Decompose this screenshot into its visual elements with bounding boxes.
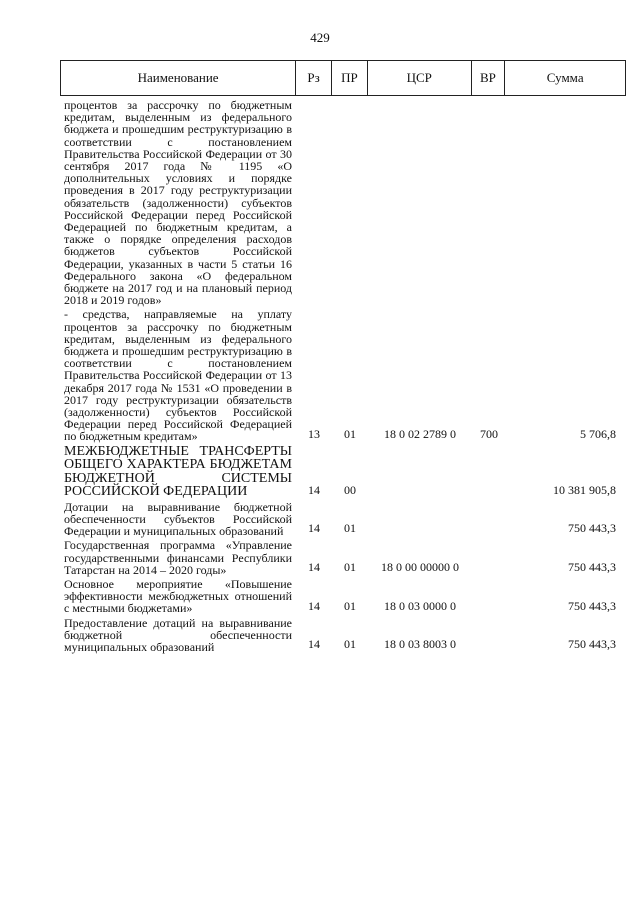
row-rz: 14 xyxy=(308,482,320,497)
row-sum: 10 381 905,8 xyxy=(553,482,616,497)
table-row xyxy=(60,97,626,306)
row-sum: 750 443,3 xyxy=(568,598,616,613)
row-pr: 01 xyxy=(344,426,356,441)
row-pr: 00 xyxy=(344,482,356,497)
row-vr xyxy=(472,97,506,306)
row-pr: 01 xyxy=(344,521,356,536)
row-vr xyxy=(472,537,506,576)
row-pr: 01 xyxy=(344,598,356,613)
header-sum: Сумма xyxy=(546,70,584,85)
row-pr: 01 xyxy=(344,637,356,652)
row-csr xyxy=(368,97,472,306)
row-vr xyxy=(472,576,506,615)
table-row xyxy=(60,499,626,538)
row-vr xyxy=(472,499,506,538)
row-rz xyxy=(296,97,332,306)
table-body xyxy=(60,97,626,653)
header-csr: ЦСР xyxy=(368,61,472,95)
row-name: Основное мероприятие «Повышение эффективности межбюджетных отношений с местными бюджетами» xyxy=(64,576,292,616)
row-sum xyxy=(506,97,626,306)
table-row xyxy=(60,306,626,442)
header-vr: ВР xyxy=(472,61,506,95)
row-csr xyxy=(368,499,472,538)
row-sum: 750 443,3 xyxy=(568,637,616,652)
row-rz: 14 xyxy=(308,521,320,536)
table-row xyxy=(60,576,626,615)
table-row xyxy=(60,537,626,576)
row-name: Дотации на выравнивание бюджетной обеспеченности субъектов Российской Федерации и муниципальных образований xyxy=(64,499,292,539)
table-row xyxy=(60,615,626,654)
page-number: 429 xyxy=(310,30,330,45)
row-csr: 18 0 03 8003 0 xyxy=(384,637,456,652)
row-rz: 14 xyxy=(308,637,320,652)
row-csr xyxy=(368,443,472,499)
header-rz: Рз xyxy=(296,61,332,95)
row-csr: 18 0 00 00000 0 xyxy=(381,559,459,574)
row-rz: 14 xyxy=(308,598,320,613)
row-vr: 700 xyxy=(480,426,498,441)
row-sum: 5 706,8 xyxy=(580,426,616,441)
header-pr: ПР xyxy=(332,61,368,95)
row-sum: 750 443,3 xyxy=(568,521,616,536)
row-name: процентов за рассрочку по бюджетным кредитам, выделенным из федерального бюджета и прошедшим реструктуризацию в соответствии с постановлением Правительства Российской Федерации от 30 сентября 2017 года № 1195 «О дополнительных условиях и порядке проведения в 2017 году реструктуризации обязательств (задолженности) субъектов Российской Федерации перед Российской Федерацией по бюджетным кредитам, а также о порядке определения расходов бюджетов субъектов Российской Федерации, указанных в части 5 статьи 16 Федерального закона «О федеральном бюджете на 2017 год и на плановый период 2018 и 2019 годов» xyxy=(64,98,292,308)
row-vr xyxy=(472,615,506,654)
row-rz: 14 xyxy=(308,559,320,574)
row-csr: 18 0 03 0000 0 xyxy=(384,598,456,613)
row-name: Государственная программа «Управление государственными финансами Республики Татарстан на 2014 – 2020 годы» xyxy=(64,538,292,577)
row-pr: 01 xyxy=(344,559,356,574)
row-rz: 13 xyxy=(308,426,320,441)
row-csr: 18 0 02 2789 0 xyxy=(384,426,456,441)
row-name: МЕЖБЮДЖЕТНЫЕ ТРАНСФЕРТЫ ОБЩЕГО ХАРАКТЕРА БЮДЖЕТАМ БЮДЖЕТНОЙ СИСТЕМЫ РОССИЙСКОЙ ФЕДЕРАЦИИ xyxy=(64,443,292,500)
row-name: Предоставление дотаций на выравнивание бюджетной обеспеченности муниципальных образований xyxy=(64,615,292,654)
row-name: - средства, направляемые на уплату процентов за рассрочку по бюджетным кредитам, выделенным из федерального бюджета и прошедшим реструктуризацию в соответствии с постановлением Правительства Российской Федерации от 13 декабря 2017 года № 1531 «О проведении в 2017 году реструктуризации обязательств (задолженности) субъектов Российской Федерации перед Российской Федерацией по бюджетным кредитам» xyxy=(64,307,292,444)
row-pr xyxy=(332,97,368,306)
header-name: Наименование xyxy=(61,61,296,95)
table-header xyxy=(60,60,626,96)
row-vr xyxy=(472,443,506,499)
table-row xyxy=(60,443,626,499)
row-sum: 750 443,3 xyxy=(568,559,616,574)
